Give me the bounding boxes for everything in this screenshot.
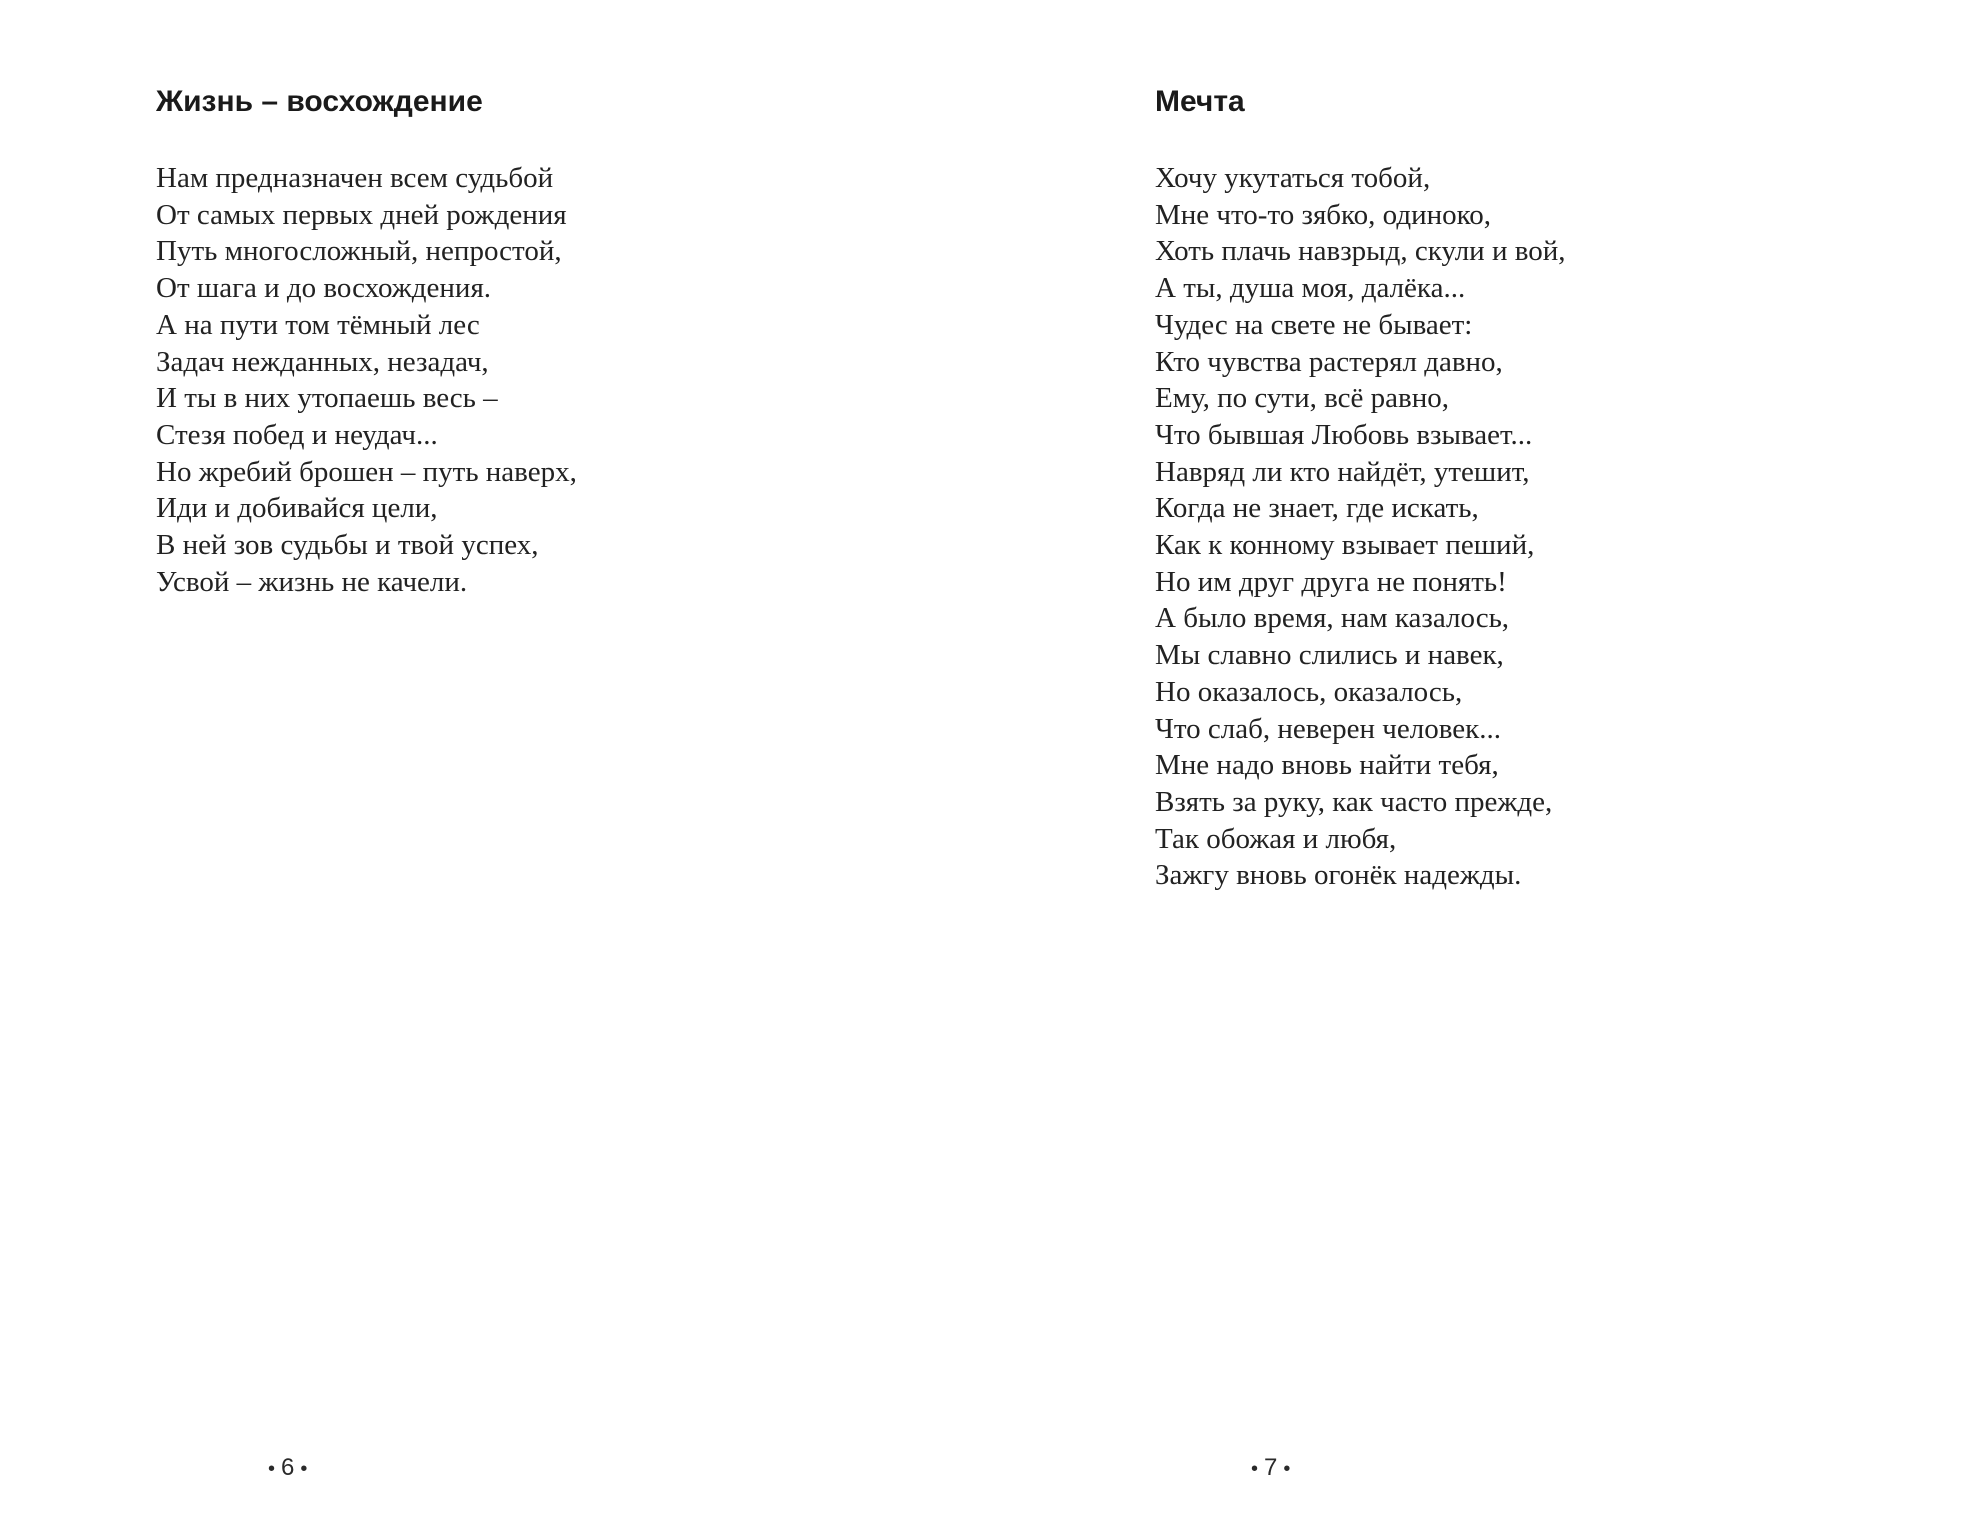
poem-line: Ему, по сути, всё равно, (1155, 382, 1449, 415)
poem-line: Стезя побед и неудач... (156, 418, 438, 451)
poem-line: Навряд ли кто найдёт, утешит, (1155, 455, 1530, 488)
poem-line: Мне что-то зябко, одиноко, (1155, 198, 1491, 231)
poem-line: Усвой – жизнь не качели. (156, 565, 468, 598)
poem-line: Но оказалось, оказалось, (1155, 675, 1463, 708)
poem-line: Но им друг друга не понять! (1155, 565, 1507, 598)
page-number-value: 6 (281, 1454, 295, 1481)
poem-line: Мы славно слились и навек, (1155, 639, 1504, 672)
poem-line: Хоть плачь навзрыд, скули и вой, (1155, 235, 1566, 268)
poem-title: Жизнь – восхождение (156, 85, 483, 118)
page-number (262, 1454, 313, 1483)
poem-line: Так обожая и любя, (1155, 822, 1397, 855)
poem-line: Задач нежданных, незадач, (156, 345, 489, 378)
page-number (1245, 1454, 1296, 1483)
poem-line: В ней зов судьбы и твой успех, (156, 529, 539, 562)
page-number-value: 7 (1264, 1454, 1278, 1481)
left-page (0, 0, 981, 1523)
poem-line: Кто чувства растерял давно, (1155, 345, 1503, 378)
poem-line: И ты в них утопаешь весь – (156, 382, 498, 415)
poem-line: Зажгу вновь огонёк надежды. (1155, 859, 1522, 892)
poem-line: Как к конному взывает пеший, (1155, 529, 1535, 562)
poem-line: А было время, нам казалось, (1155, 602, 1510, 635)
poem-line: Иди и добивайся цели, (156, 492, 438, 525)
page-number-bullet: • (1251, 1458, 1259, 1480)
poem-line: Чудес на свете не бывает: (1155, 308, 1473, 341)
poem-line: Нам предназначен всем судьбой (156, 162, 554, 194)
page-number-bullet: • (300, 1458, 308, 1480)
poem-line: Хочу укутаться тобой, (1155, 162, 1431, 194)
page-number-bullet: • (268, 1458, 276, 1480)
poem-title: Мечта (1155, 85, 1245, 118)
page-number-bullet: • (1283, 1458, 1291, 1480)
poem-line: Когда не знает, где искать, (1155, 492, 1479, 525)
poem-body (156, 160, 577, 600)
poem-line: Но жребий брошен – путь наверх, (156, 455, 577, 488)
poem-line: Путь многосложный, непростой, (156, 235, 562, 268)
poem-line: Мне надо вновь найти тебя, (1155, 749, 1499, 782)
poem-line: Взять за руку, как часто прежде, (1155, 785, 1553, 818)
right-page (981, 0, 1963, 1523)
poem-line: Что слаб, неверен человек... (1155, 712, 1501, 745)
poem-line: Что бывшая Любовь взывает... (1155, 418, 1533, 451)
poem-line: От шага и до восхождения. (156, 272, 492, 305)
poem-line: А на пути том тёмный лес (156, 308, 480, 341)
poem-line: От самых первых дней рождения (156, 198, 567, 231)
poem-body (1155, 160, 1565, 894)
poem-line: А ты, душа моя, далёка... (1155, 272, 1466, 305)
